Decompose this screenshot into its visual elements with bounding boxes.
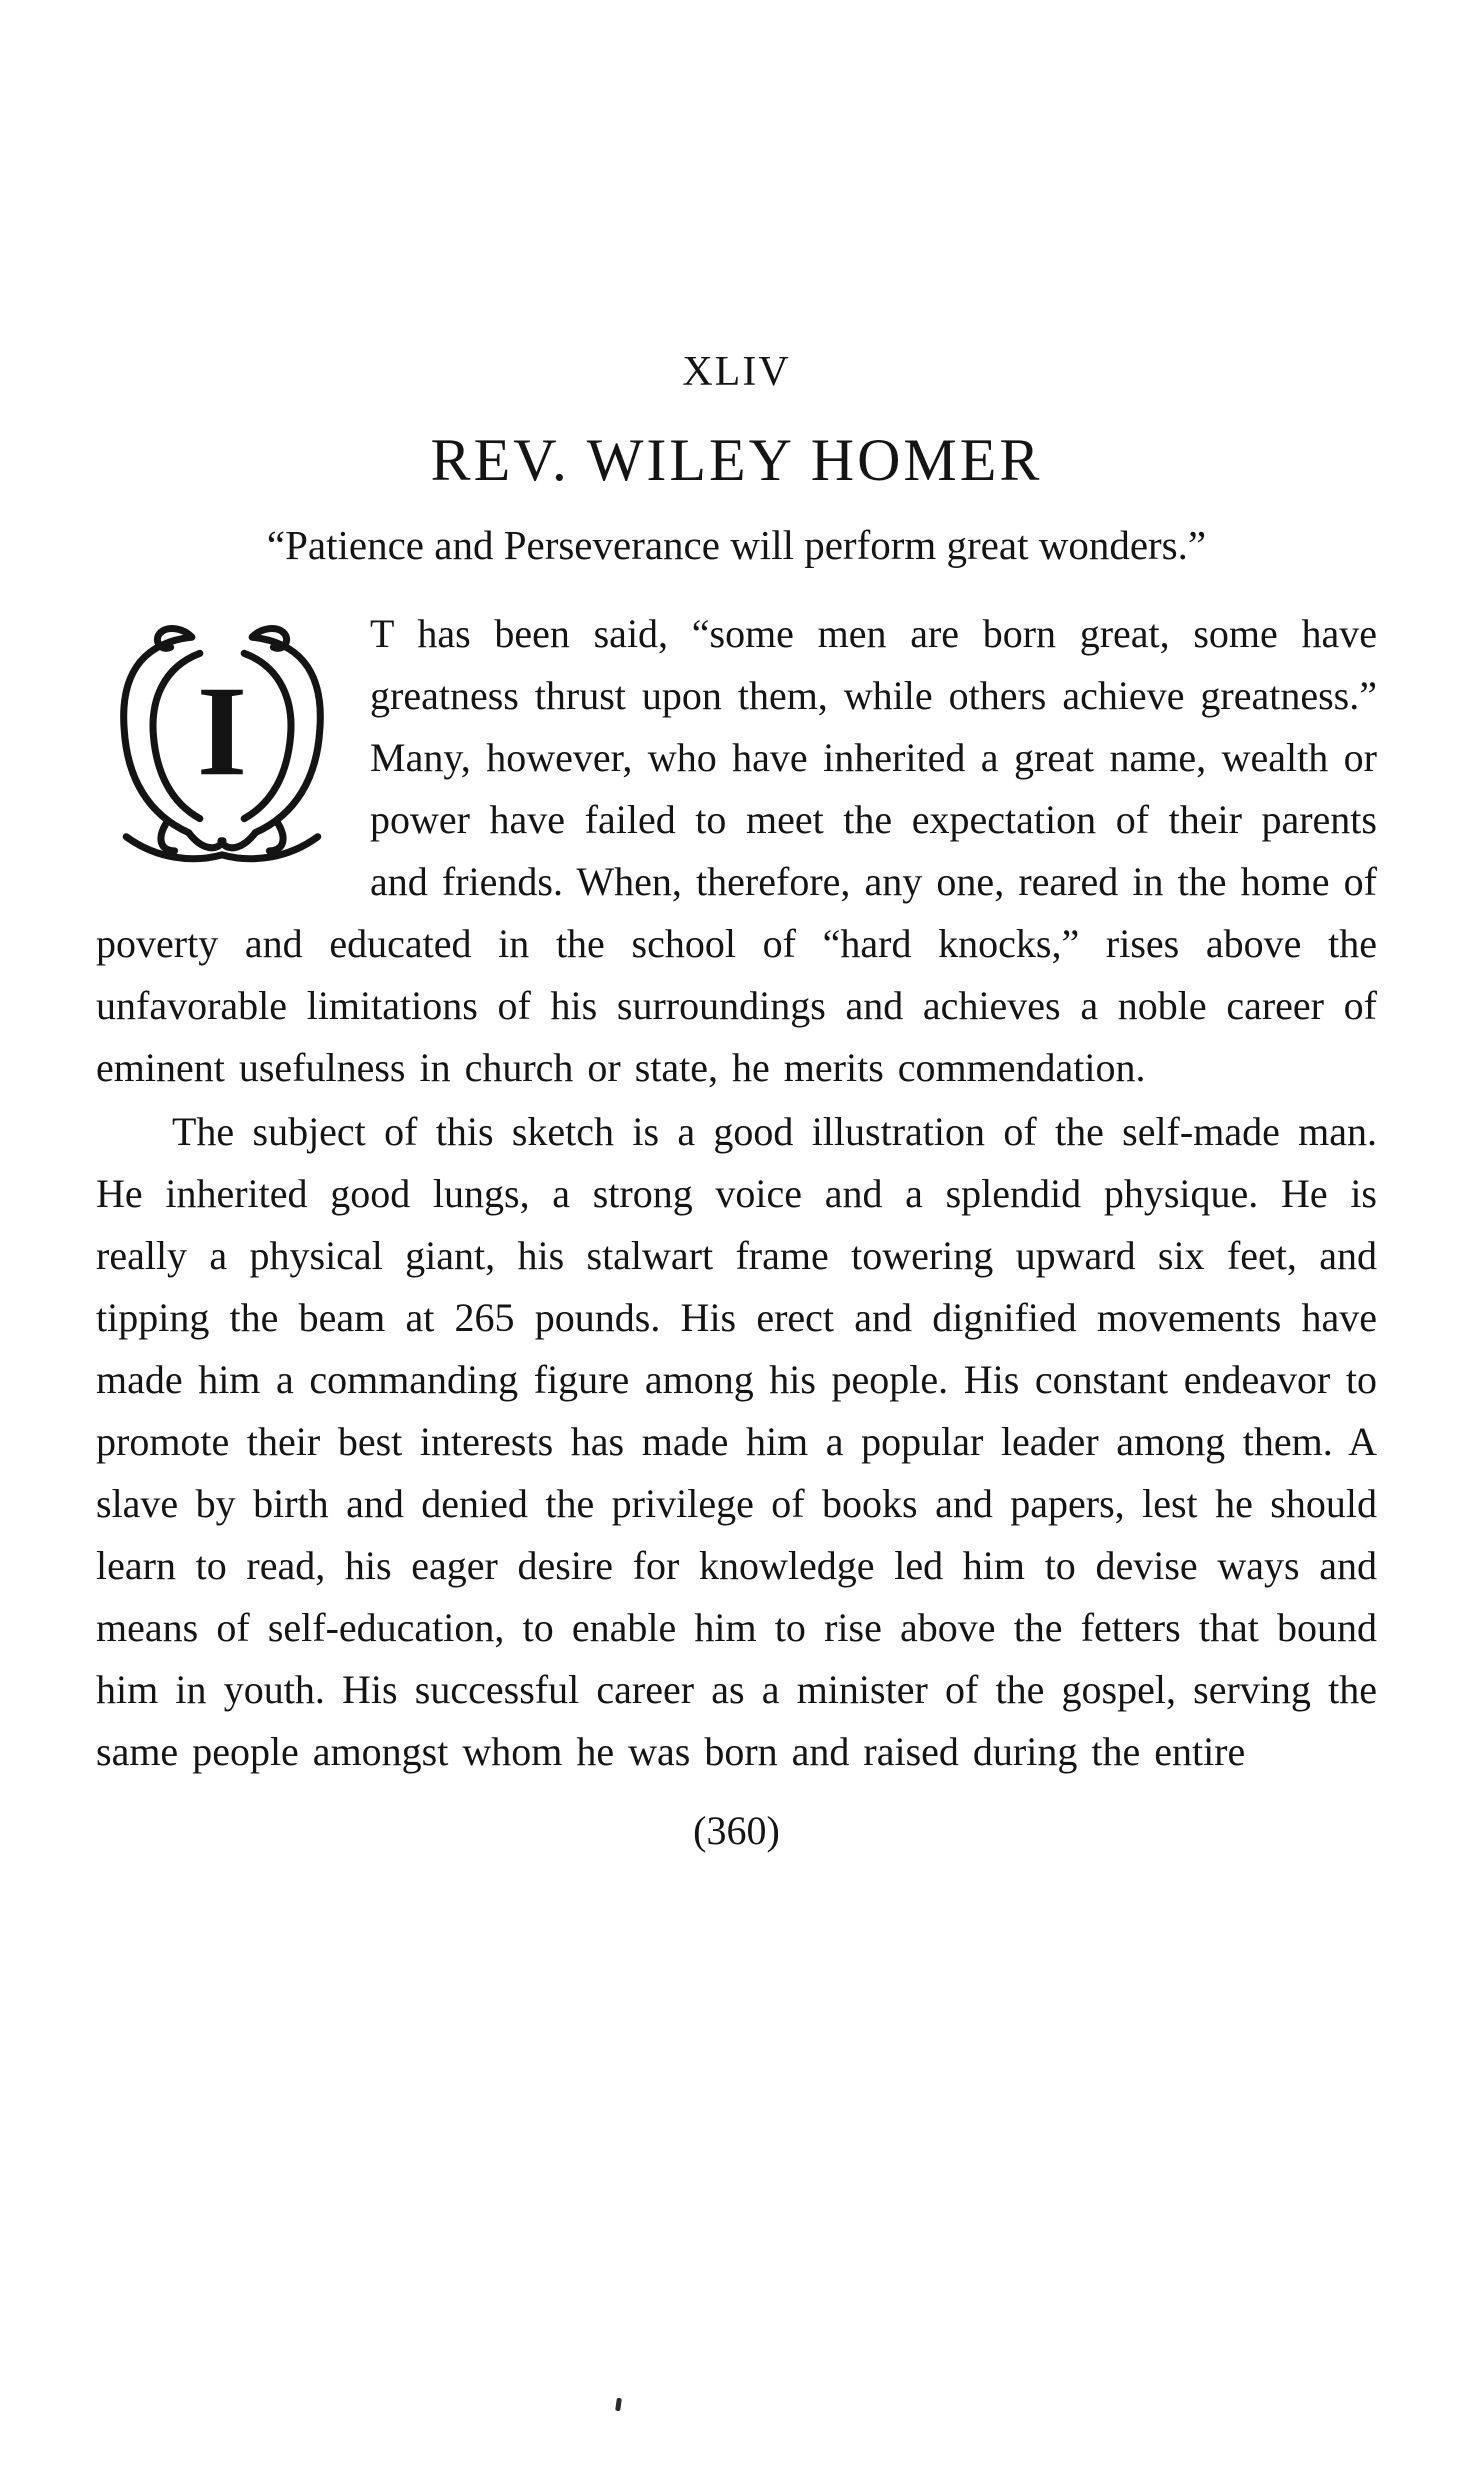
chapter-number: XLIV xyxy=(682,349,791,395)
chapter-title: REV. WILEY HOMER xyxy=(430,427,1043,493)
scan-artifact xyxy=(615,2398,622,2412)
body-text xyxy=(96,603,1377,1783)
paragraph-first-text: T has been said, “some men are born great, some have greatness thrust upon them, while others achieve greatness.” Many, however, who have inherited a great name, wealth or power have failed to meet the expectation of their parents and friends. When, therefore, any one, reared in the home of poverty and educated in the school of “hard knocks,” rises above the unfavorable limitations of his surroundings and achieves a noble career of eminent usefulness in church or state, he merits commendation. xyxy=(96,611,1377,1090)
paragraph-first xyxy=(96,603,1377,1099)
drop-cap-letter: I xyxy=(196,659,248,803)
ornamental-initial-icon xyxy=(96,613,348,871)
epigraph: “Patience and Perseverance will perform great wonders.” xyxy=(266,522,1207,568)
page-number: (360) xyxy=(693,1808,780,1853)
paragraph-second: The subject of this sketch is a good illustration of the self-made man. He inherited good lungs, a strong voice and a splendid physique. He is really a physical giant, his stalwart frame towering upward six feet, and tipping the beam at 265 pounds. His erect and dignified movements have made him a commanding figure among his people. His constant endeavor to promote their best interests has made him a popular leader among them. A slave by birth and denied the privilege of books and papers, lest he should learn to read, his eager desire for knowledge led him to devise ways and means of self-education, to enable him to rise above the fetters that bound him in youth. His successful career as a minister of the gospel, serving the same people amongst whom he was born and raised during the entire xyxy=(96,1109,1377,1774)
